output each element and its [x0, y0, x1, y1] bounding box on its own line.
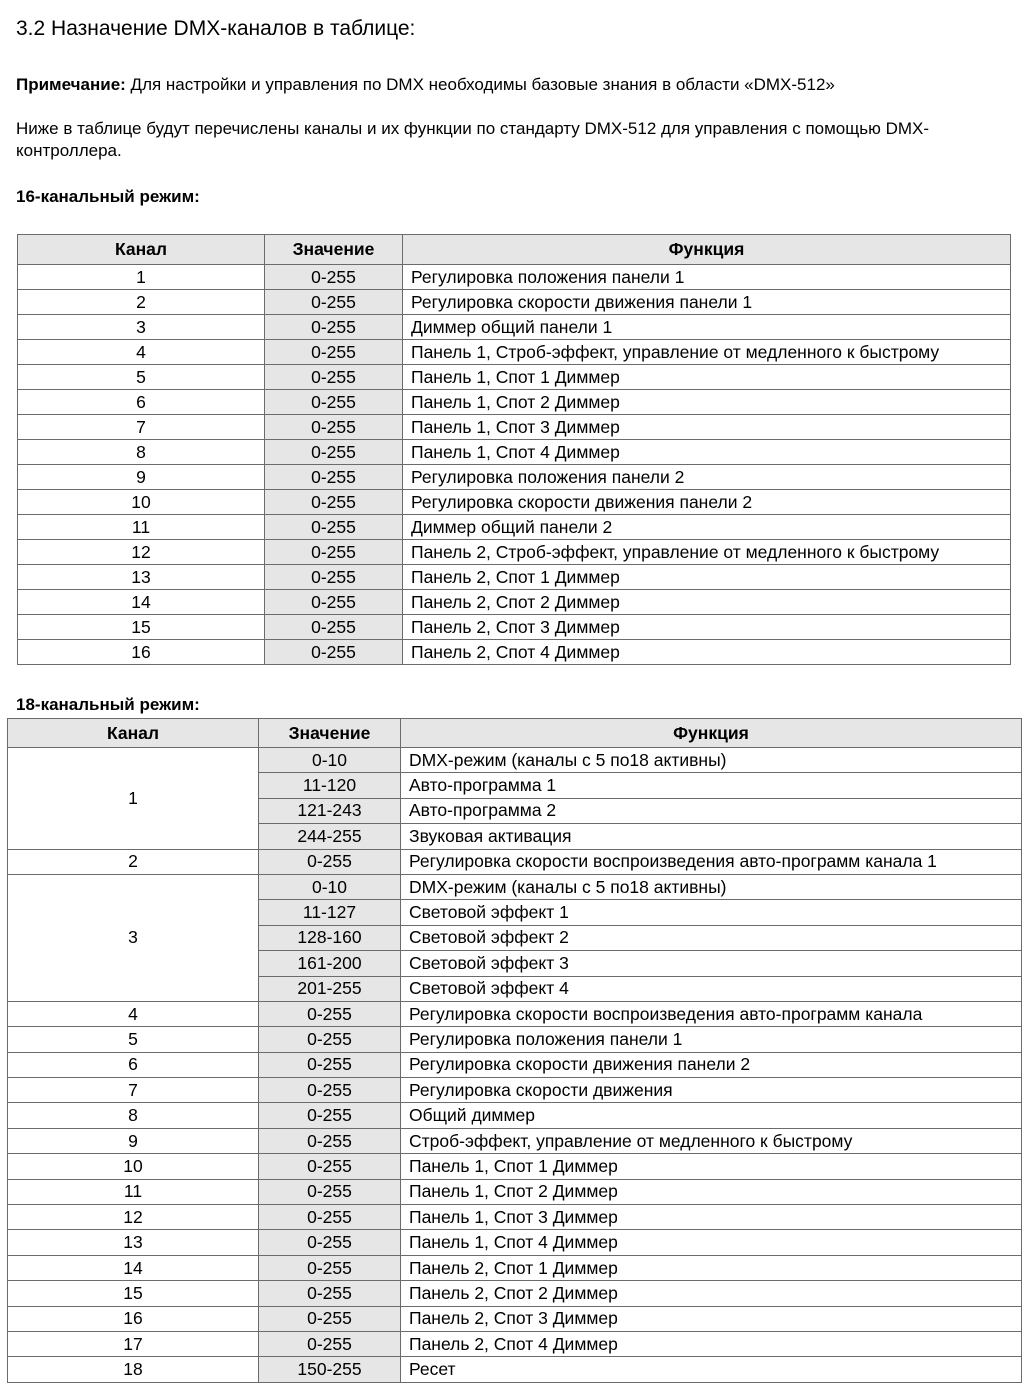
value-cell: 0-255 — [265, 615, 403, 640]
function-cell: Световой эффект 3 — [401, 951, 1022, 976]
value-cell: 11-120 — [259, 773, 401, 798]
value-cell: 161-200 — [259, 951, 401, 976]
table-row — [8, 1331, 1022, 1356]
value-cell: 0-10 — [259, 874, 401, 899]
note-text: Для настройки и управления по DMX необходимы базовые знания в области «DMX-512» — [125, 75, 835, 94]
table18-title: 18-канальный режим: — [16, 695, 200, 714]
table-row — [18, 640, 1011, 665]
value-cell: 244-255 — [259, 824, 401, 849]
channel-cell: 6 — [18, 390, 265, 415]
function-cell: Панель 2, Спот 4 Диммер — [401, 1331, 1022, 1356]
table16-title: 16-канальный режим: — [16, 187, 200, 206]
function-cell: Панель 2, Спот 4 Диммер — [403, 640, 1011, 665]
function-cell: Панель 2, Спот 3 Диммер — [403, 615, 1011, 640]
value-cell: 0-255 — [265, 440, 403, 465]
table-row — [18, 265, 1011, 290]
value-cell: 0-255 — [265, 340, 403, 365]
value-cell: 0-255 — [259, 1078, 401, 1103]
table-row — [18, 565, 1011, 590]
function-cell: Регулировка скорости движения — [401, 1078, 1022, 1103]
value-cell: 150-255 — [259, 1357, 401, 1382]
table-row — [8, 1078, 1022, 1103]
value-cell: 0-255 — [265, 540, 403, 565]
table-row — [18, 415, 1011, 440]
table-row — [8, 1205, 1022, 1230]
value-cell: 0-255 — [259, 1230, 401, 1255]
channel-cell: 2 — [18, 290, 265, 315]
value-cell: 0-255 — [265, 590, 403, 615]
table-header-row — [8, 719, 1022, 748]
intro-paragraph: Ниже в таблице будут перечислены каналы и их функции по стандарту DMX-512 для управления с помощью DMX-контроллера. — [16, 119, 930, 160]
function-cell: Регулировка скорости движения панели 2 — [401, 1052, 1022, 1077]
channel-cell: 3 — [8, 874, 259, 1001]
channel-cell: 18 — [8, 1357, 259, 1382]
function-cell: Регулировка скорости воспроизведения авто-программ канала 1 — [401, 849, 1022, 874]
table-row — [18, 590, 1011, 615]
channel-cell: 1 — [18, 265, 265, 290]
function-cell: Регулировка положения панели 1 — [403, 265, 1011, 290]
value-cell: 0-255 — [259, 1052, 401, 1077]
value-cell: 0-255 — [259, 1103, 401, 1128]
channel-cell: 8 — [18, 440, 265, 465]
value-cell: 128-160 — [259, 925, 401, 950]
table-18-channel — [7, 718, 1022, 1383]
function-cell: Световой эффект 1 — [401, 900, 1022, 925]
table-row — [8, 1179, 1022, 1204]
channel-cell: 7 — [18, 415, 265, 440]
table-row — [18, 340, 1011, 365]
function-cell: DMX-режим (каналы с 5 по18 активны) — [401, 748, 1022, 773]
channel-cell: 3 — [18, 315, 265, 340]
function-cell: Регулировка скорости движения панели 2 — [403, 490, 1011, 515]
channel-cell: 10 — [18, 490, 265, 515]
value-cell: 0-255 — [265, 390, 403, 415]
channel-cell: 13 — [8, 1230, 259, 1255]
channel-cell: 2 — [8, 849, 259, 874]
table-row — [8, 1027, 1022, 1052]
function-cell: Диммер общий панели 1 — [403, 315, 1011, 340]
channel-cell: 1 — [8, 748, 259, 850]
value-cell: 0-255 — [259, 1154, 401, 1179]
function-cell: Регулировка скорости воспроизведения авто-программ канала — [401, 1001, 1022, 1026]
function-cell: Общий диммер — [401, 1103, 1022, 1128]
function-cell: Панель 1, Спот 3 Диммер — [401, 1205, 1022, 1230]
value-cell: 0-255 — [265, 640, 403, 665]
table-row — [18, 315, 1011, 340]
table-row — [8, 1230, 1022, 1255]
value-cell: 0-255 — [265, 415, 403, 440]
value-cell: 0-255 — [265, 265, 403, 290]
channel-cell: 9 — [18, 465, 265, 490]
table-row — [18, 365, 1011, 390]
channel-cell: 4 — [18, 340, 265, 365]
table-row — [8, 1255, 1022, 1280]
header-channel: Канал — [8, 719, 259, 748]
function-cell: Световой эффект 2 — [401, 925, 1022, 950]
table-row — [18, 515, 1011, 540]
table-row — [8, 874, 1022, 899]
header-value: Значение — [265, 235, 403, 265]
channel-cell: 15 — [8, 1281, 259, 1306]
value-cell: 0-255 — [265, 490, 403, 515]
header-function: Функция — [401, 719, 1022, 748]
function-cell: Авто-программа 1 — [401, 773, 1022, 798]
channel-cell: 17 — [8, 1331, 259, 1356]
value-cell: 0-255 — [265, 565, 403, 590]
function-cell: Панель 1, Спот 2 Диммер — [403, 390, 1011, 415]
table-row — [18, 465, 1011, 490]
function-cell: Регулировка скорости движения панели 1 — [403, 290, 1011, 315]
function-cell: Панель 1, Спот 2 Диммер — [401, 1179, 1022, 1204]
value-cell: 0-255 — [259, 1001, 401, 1026]
channel-cell: 15 — [18, 615, 265, 640]
channel-cell: 16 — [8, 1306, 259, 1331]
function-cell: Панель 2, Спот 1 Диммер — [403, 565, 1011, 590]
table-16-channel — [17, 234, 1011, 665]
function-cell: Строб-эффект, управление от медленного к быстрому — [401, 1128, 1022, 1153]
table-row — [18, 540, 1011, 565]
table-row — [18, 390, 1011, 415]
value-cell: 0-255 — [259, 1281, 401, 1306]
function-cell: Панель 1, Спот 3 Диммер — [403, 415, 1011, 440]
value-cell: 0-255 — [259, 849, 401, 874]
table-row — [18, 290, 1011, 315]
function-cell: Регулировка положения панели 1 — [401, 1027, 1022, 1052]
channel-cell: 11 — [8, 1179, 259, 1204]
table-row — [8, 1103, 1022, 1128]
table-row — [18, 490, 1011, 515]
table-row — [18, 615, 1011, 640]
function-cell: Панель 1, Строб-эффект, управление от медленного к быстрому — [403, 340, 1011, 365]
channel-cell: 4 — [8, 1001, 259, 1026]
value-cell: 0-255 — [265, 315, 403, 340]
header-value: Значение — [259, 719, 401, 748]
function-cell: Ресет — [401, 1357, 1022, 1382]
value-cell: 0-255 — [259, 1255, 401, 1280]
table-header-row — [18, 235, 1011, 265]
table-row — [8, 1306, 1022, 1331]
channel-cell: 9 — [8, 1128, 259, 1153]
table-row — [8, 849, 1022, 874]
value-cell: 121-243 — [259, 798, 401, 823]
value-cell: 0-255 — [265, 465, 403, 490]
channel-cell: 5 — [8, 1027, 259, 1052]
function-cell: Панель 2, Спот 2 Диммер — [403, 590, 1011, 615]
note-label: Примечание: — [16, 75, 126, 94]
table-row — [8, 748, 1022, 773]
channel-cell: 6 — [8, 1052, 259, 1077]
note — [16, 74, 835, 96]
channel-cell: 11 — [18, 515, 265, 540]
function-cell: Панель 1, Спот 4 Диммер — [403, 440, 1011, 465]
function-cell: Панель 2, Спот 1 Диммер — [401, 1255, 1022, 1280]
function-cell: Панель 1, Спот 1 Диммер — [401, 1154, 1022, 1179]
table-row — [8, 1052, 1022, 1077]
channel-cell: 5 — [18, 365, 265, 390]
value-cell: 0-255 — [265, 365, 403, 390]
value-cell: 201-255 — [259, 976, 401, 1001]
channel-cell: 16 — [18, 640, 265, 665]
value-cell: 0-255 — [259, 1205, 401, 1230]
value-cell: 0-255 — [259, 1306, 401, 1331]
channel-cell: 7 — [8, 1078, 259, 1103]
channel-cell: 14 — [18, 590, 265, 615]
function-cell: Диммер общий панели 2 — [403, 515, 1011, 540]
value-cell: 0-255 — [259, 1331, 401, 1356]
channel-cell: 12 — [18, 540, 265, 565]
function-cell: Регулировка положения панели 2 — [403, 465, 1011, 490]
function-cell: Звуковая активация — [401, 824, 1022, 849]
function-cell: Авто-программа 2 — [401, 798, 1022, 823]
value-cell: 0-255 — [265, 515, 403, 540]
header-channel: Канал — [18, 235, 265, 265]
channel-cell: 10 — [8, 1154, 259, 1179]
table-row — [8, 1281, 1022, 1306]
value-cell: 0-255 — [265, 290, 403, 315]
channel-cell: 14 — [8, 1255, 259, 1280]
channel-cell: 13 — [18, 565, 265, 590]
function-cell: Панель 2, Строб-эффект, управление от медленного к быстрому — [403, 540, 1011, 565]
value-cell: 0-10 — [259, 748, 401, 773]
table-row — [8, 1154, 1022, 1179]
value-cell: 0-255 — [259, 1128, 401, 1153]
function-cell: Панель 2, Спот 2 Диммер — [401, 1281, 1022, 1306]
channel-cell: 8 — [8, 1103, 259, 1128]
table-row — [18, 440, 1011, 465]
function-cell: DMX-режим (каналы с 5 по18 активны) — [401, 874, 1022, 899]
header-function: Функция — [403, 235, 1011, 265]
table-row — [8, 1357, 1022, 1382]
value-cell: 0-255 — [259, 1027, 401, 1052]
function-cell: Панель 2, Спот 3 Диммер — [401, 1306, 1022, 1331]
value-cell: 0-255 — [259, 1179, 401, 1204]
value-cell: 11-127 — [259, 900, 401, 925]
page-title: 3.2 Назначение DMX-каналов в таблице: — [16, 17, 416, 40]
function-cell: Панель 1, Спот 1 Диммер — [403, 365, 1011, 390]
table-row — [8, 1128, 1022, 1153]
function-cell: Панель 1, Спот 4 Диммер — [401, 1230, 1022, 1255]
function-cell: Световой эффект 4 — [401, 976, 1022, 1001]
channel-cell: 12 — [8, 1205, 259, 1230]
table-row — [8, 1001, 1022, 1026]
